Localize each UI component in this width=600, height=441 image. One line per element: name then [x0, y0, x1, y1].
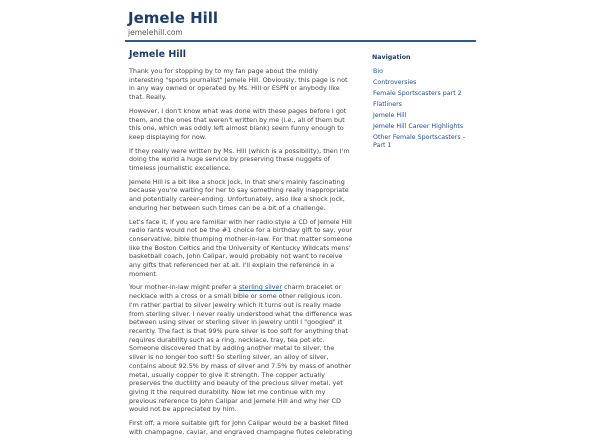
sidebar-item-bio	[372, 67, 477, 78]
paragraph-2: However, I don't know what was done with these pages before I got them, and the ones that weren't written by me (i.e., all of them but this one, which was oddly left almost blank) seem funny enough to keep displaying for now.	[129, 106, 347, 141]
paragraph-7: First off, a more suitable gift for John Calipar would be a basket filled with champagne, caviar, and engraved champagne flutes celebrating	[129, 419, 353, 436]
paragraph-3: If they really were written by Ms. Hill (which is a possibility), then I'm doing the world a huge service by preserving these nuggets of timeless journalistic excellence.	[129, 146, 350, 173]
sidebar-link-career-highlights[interactable]: Jemele Hill Career Highlights	[373, 123, 464, 130]
sterling-silver-link[interactable]: sterling silver	[238, 283, 283, 292]
sidebar-link-controversies[interactable]: Controversies	[373, 79, 417, 86]
main-content	[129, 49, 353, 441]
sidebar-item-other-female-sportscasters	[372, 133, 477, 152]
sidebar-link-flatliners[interactable]: Flatliners	[373, 101, 402, 108]
header-divider	[125, 40, 476, 42]
sidebar-link-female-sportscasters-2[interactable]: Female Sportscasters part 2	[373, 90, 462, 97]
sidebar-navigation	[372, 53, 477, 152]
sidebar-item-flatliners	[372, 100, 477, 111]
page-title: Jemele Hill	[129, 49, 187, 60]
site-title-link[interactable]: Jemele Hill	[128, 9, 219, 27]
paragraph-4: Jemele Hill is a bit like a shock jock, in that she's mainly fascinating because you're waiting for her to say something really inappropriate and potentially career-ending. Unfortunately, also like a shock jock, enduring her between such times can be a bit of a challenge.	[129, 177, 349, 212]
site-header	[0, 0, 600, 44]
paragraph-6-text-start: Your mother-in-law might prefer a	[129, 283, 239, 292]
sidebar-title: Navigation	[372, 54, 411, 61]
sidebar-link-bio[interactable]: Bio	[373, 68, 383, 75]
paragraph-1: Thank you for stopping by to my fan page about the mildly interesting "sports journalist" Jemele Hill. Obviously, this page is not in any way owned or operated by Ms. Hill or ESPN or anybody like that. Really.	[129, 67, 348, 102]
sidebar-link-jemele-hill[interactable]: Jemele Hill	[373, 112, 407, 119]
sidebar-item-career-highlights	[372, 122, 477, 133]
sidebar-link-other-female-sportscasters[interactable]: Other Female Sportscasters – Part 1	[373, 134, 466, 149]
paragraph-6	[129, 283, 353, 414]
sidebar-nav-list	[372, 67, 477, 152]
sidebar-item-jemele-hill	[372, 111, 477, 122]
site-description: jemelehill.com	[128, 28, 183, 37]
sidebar-item-controversies	[372, 78, 477, 89]
paragraph-6-text-end: charm bracelet or necklace with a cross or a small bible or some other religious icon. I'm rather partial to silver jewelry which it turns out is really made from sterling silver. I never really understood what the difference was between using silver or sterling silver in jewelry until I "googled" it recently. The fact is that 99% pure silver is too soft for anything that requires durability such as a ring, necklace, tray, tea pot etc. Someone discovered that by adding another metal to silver, the silver is no longer too soft! So sterling silver, an alloy of silver, contains about 92.5% by mass of silver and 7.5% by mass of another metal, usually copper to give it strength. The copper actually preserves the ductility and beauty of the precious silver metal, yet giving it the required durability. Now let me continue with my previous reference to John Calipar and Jemele Hill and why her CD would not be appreciated by him.	[129, 283, 352, 414]
sidebar-item-female-sportscasters-2	[372, 89, 477, 100]
paragraph-5: Let's face it, if you are familiar with her radio style a CD of Jemele Hill radio rants would not be the #1 choice for a birthday gift to say, your conservative, bible thumping mother-in-law. For that matter someone like the Boston Celtics and the University of Kentucky Wildcats mens' basketball coach, John Calipar, would probably not want to receive any gifts that referenced her at all. I'll explain the reference in a moment.	[129, 217, 353, 278]
